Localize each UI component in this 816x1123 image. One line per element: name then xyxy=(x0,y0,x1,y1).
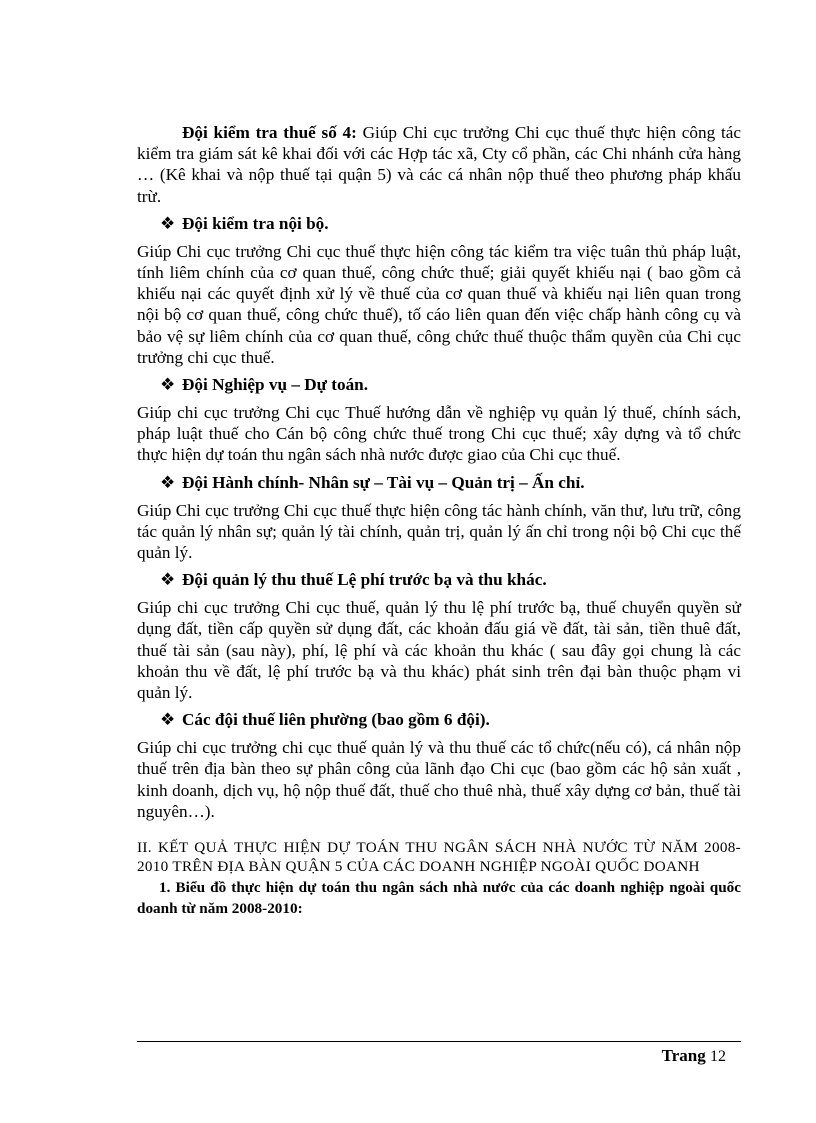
diamond-bullet-icon: ❖ xyxy=(160,213,176,233)
section-heading-operations-budget xyxy=(137,374,741,395)
footer-label: Trang xyxy=(661,1046,706,1065)
intro-lead: Đội kiểm tra thuế số 4: xyxy=(182,123,357,142)
section-title: Đội Nghiệp vụ – Dự toán. xyxy=(182,375,369,395)
page-footer xyxy=(662,1046,726,1066)
diamond-bullet-icon: ❖ xyxy=(160,472,176,492)
section-body-operations-budget: Giúp chi cục trưởng Chi cục Thuế hướng dẫn về nghiệp vụ quản lý thuế, chính sách, pháp luật thuế cho Cán bộ công chức thuế trong Chi cục thuế; xây dựng và tổ chức thực hiện dự toán thu ngân sách nhà nước được giao của Chi cục thuế. xyxy=(137,403,741,465)
section-heading-ward-teams xyxy=(137,709,741,730)
section-body-ward-teams: Giúp chi cục trưởng chi cục thuế quản lý và thu thuế các tổ chức(nếu có), cá nhân nộp thuế trên địa bàn theo sự phân công của lãnh đạo Chi cục (bao gồm các hộ sản xuất , kinh doanh, dịch vụ, hộ nộp thuế đất, thuế cho thuê nhà, thuế xây dựng cơ bản, thuế tài nguyên…). xyxy=(137,738,741,821)
diamond-bullet-icon: ❖ xyxy=(160,570,176,590)
intro-paragraph xyxy=(137,122,741,207)
section-heading-administration xyxy=(137,472,741,493)
section-body-administration: Giúp Chi cục trưởng Chi cục thuế thực hiện công tác hành chính, văn thư, lưu trữ, công tác quản lý nhân sự; quản lý tài chính, quản trị, quản lý ấn chỉ trong nội bộ Chi cục thế quản lý. xyxy=(137,500,741,563)
footer-divider xyxy=(137,1041,741,1042)
section-title: Các đội thuế liên phường (bao gồm 6 đội). xyxy=(182,710,490,730)
diamond-bullet-icon: ❖ xyxy=(160,710,176,730)
section-heading-internal-audit xyxy=(137,213,741,234)
section-title: Đội kiểm tra nội bộ. xyxy=(182,213,329,233)
section-title: Đội quản lý thu thuế Lệ phí trước bạ và thu khác. xyxy=(182,570,547,590)
document-page xyxy=(137,122,741,919)
intro-text: Giúp Chi cục trưởng Chi cục thuế thực hiện công tác kiểm tra giám sát kê khai đối với các Hợp tác xã, Cty cổ phần, các Chi nhánh cửa hàng … (Kê khai và nộp thuế tại quận 5) và các cá nhân nộp thuế theo phương pháp khấu trừ. xyxy=(137,123,741,206)
part-two-title: II. KẾT QUẢ THỰC HIỆN DỰ TOÁN THU NGÂN SÁCH NHÀ NƯỚC TỪ NĂM 2008-2010 TRÊN ĐỊA BÀN QUẬN 5 CỦA CÁC DOANH NGHIỆP NGOÀI QUỐC DOANH xyxy=(137,839,741,875)
section-body-internal-audit: Giúp Chi cục trưởng Chi cục thuế thực hiện công tác kiểm tra việc tuân thủ pháp luật, tính liêm chính của cơ quan thuế, công chức thuế; giải quyết khiếu nại ( bao gồm cả khiếu nại các quyết định xử lý về thuế của cơ quan thuế và khiếu nại liên quan trong nội bộ cơ quan thuế, công chức thuế), tố cáo liên quan đến việc chấp hành công cụ và bảo vệ sự liêm chính của cơ quan thuế, công chức thuế thuộc thẩm quyền của Chi cục trưởng chi cục thuế. xyxy=(137,241,741,367)
section-title: Đội Hành chính- Nhân sự – Tài vụ – Quản trị – Ấn chỉ. xyxy=(182,472,585,492)
section-heading-registration-fee xyxy=(137,569,741,590)
section-body-registration-fee: Giúp chi cục trưởng Chi cục thuế, quản lý thu lệ phí trước bạ, thuế chuyển quyền sử dụng đất, tiền cấp quyền sử dụng đất, các khoản đấu giá về đất, tài sản, tiền thuê đất, thuế tài sản (sau này), phí, lệ phí và các khoản thu khác ( sau đây gọi chung là các khoản thu về đất, lệ phí trước bạ và thu khác) phát sinh trên đại bàn thuộc phạm vi quản lý. xyxy=(137,598,741,703)
part-two-item-1: 1. Biểu đồ thực hiện dự toán thu ngân sách nhà nước của các doanh nghiệp ngoài quốc doanh từ năm 2008-2010: xyxy=(137,879,741,917)
page-number: 12 xyxy=(710,1048,726,1065)
diamond-bullet-icon: ❖ xyxy=(160,375,176,395)
